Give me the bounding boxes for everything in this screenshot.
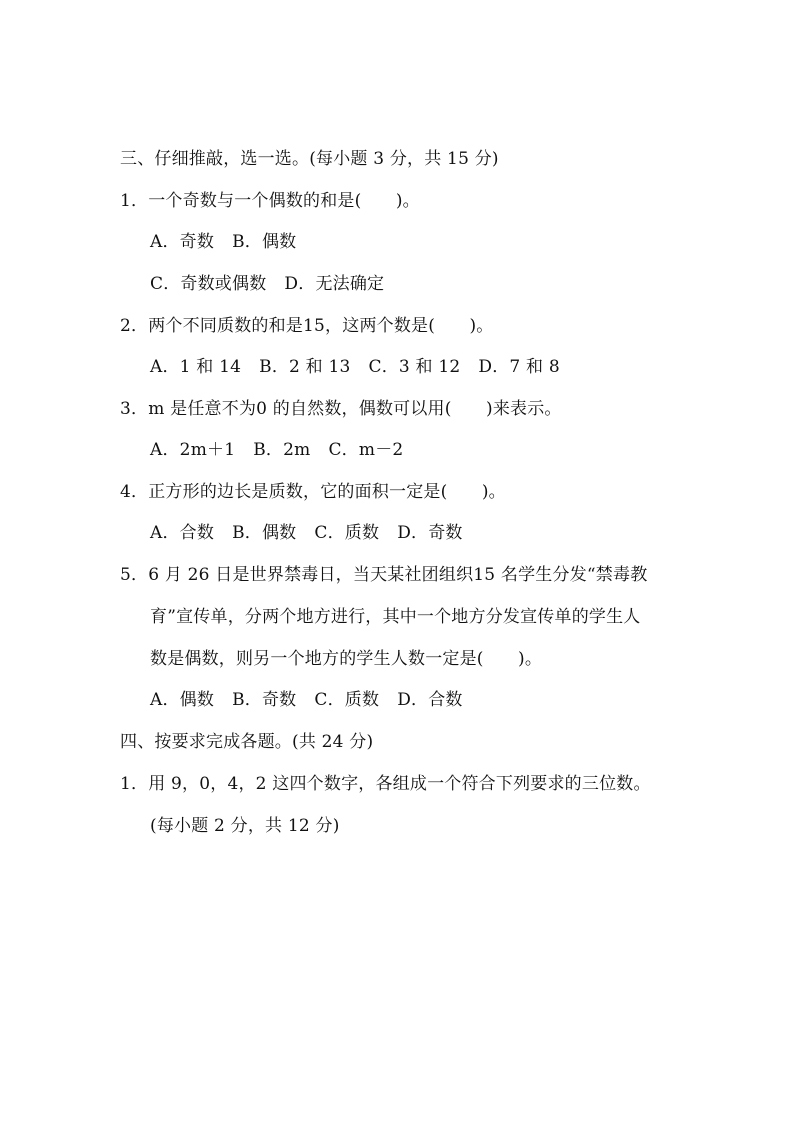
section-4-question-1-line-1: 1．用 9，0，4，2 这四个数字，各组成一个符合下列要求的三位数。 [120,774,651,794]
question-1-option-c: C．奇数或偶数 [150,274,267,294]
question-3-option-a: A．2m＋1 [150,440,236,460]
question-4-option-c: C．质数 [314,523,380,543]
question-4-options [150,522,463,544]
question-3-option-b: B．2m [253,440,311,460]
question-5-option-c: C．质数 [314,690,380,710]
question-5-stem-line-2: 育”宣传单，分两个地方进行，其中一个地方分发宣传单的学生人 [150,607,641,627]
question-1-options-row-1 [150,231,296,253]
question-2-stem: 2．两个不同质数的和是15，这两个数是( )。 [120,316,494,336]
question-4-option-a: A．合数 [150,523,215,543]
question-3-options [150,439,403,461]
question-5-option-b: B．奇数 [232,690,297,710]
question-5-option-d: D．合数 [397,690,463,710]
question-4-option-d: D．奇数 [397,523,463,543]
section-3-heading: 三、仔细推敲，选一选。(每小题 3 分，共 15 分) [120,149,499,169]
question-2-option-d: D．7 和 8 [478,357,560,377]
question-2-options [150,356,560,378]
question-2-option-a: A．1 和 14 [150,357,242,377]
question-5-options [150,689,463,711]
section-4-question-1-line-2: (每小题 2 分，共 12 分) [150,816,340,836]
question-4-stem: 4．正方形的边长是质数，它的面积一定是( )。 [120,482,506,502]
question-4-option-b: B．偶数 [232,523,297,543]
question-2-option-b: B．2 和 13 [259,357,351,377]
question-3-stem: 3．m 是任意不为0 的自然数，偶数可以用( )来表示。 [120,399,562,419]
question-1-option-b: B．偶数 [232,232,297,252]
section-4-heading: 四、按要求完成各题。(共 24 分) [120,732,374,752]
question-2-option-c: C．3 和 12 [368,357,461,377]
question-5-stem-line-1: 5．6 月 26 日是世界禁毒日，当天某社团组织15 名学生分发“禁毒教 [120,565,648,585]
question-5-stem-line-3: 数是偶数，则另一个地方的学生人数一定是( )。 [150,649,543,669]
question-1-option-a: A．奇数 [150,232,215,252]
question-3-option-c: C．m－2 [328,440,404,460]
question-1-option-d: D．无法确定 [284,274,385,294]
question-5-option-a: A．偶数 [150,690,215,710]
question-1-stem: 1．一个奇数与一个偶数的和是( )。 [120,191,420,211]
question-1-options-row-2 [150,273,384,295]
